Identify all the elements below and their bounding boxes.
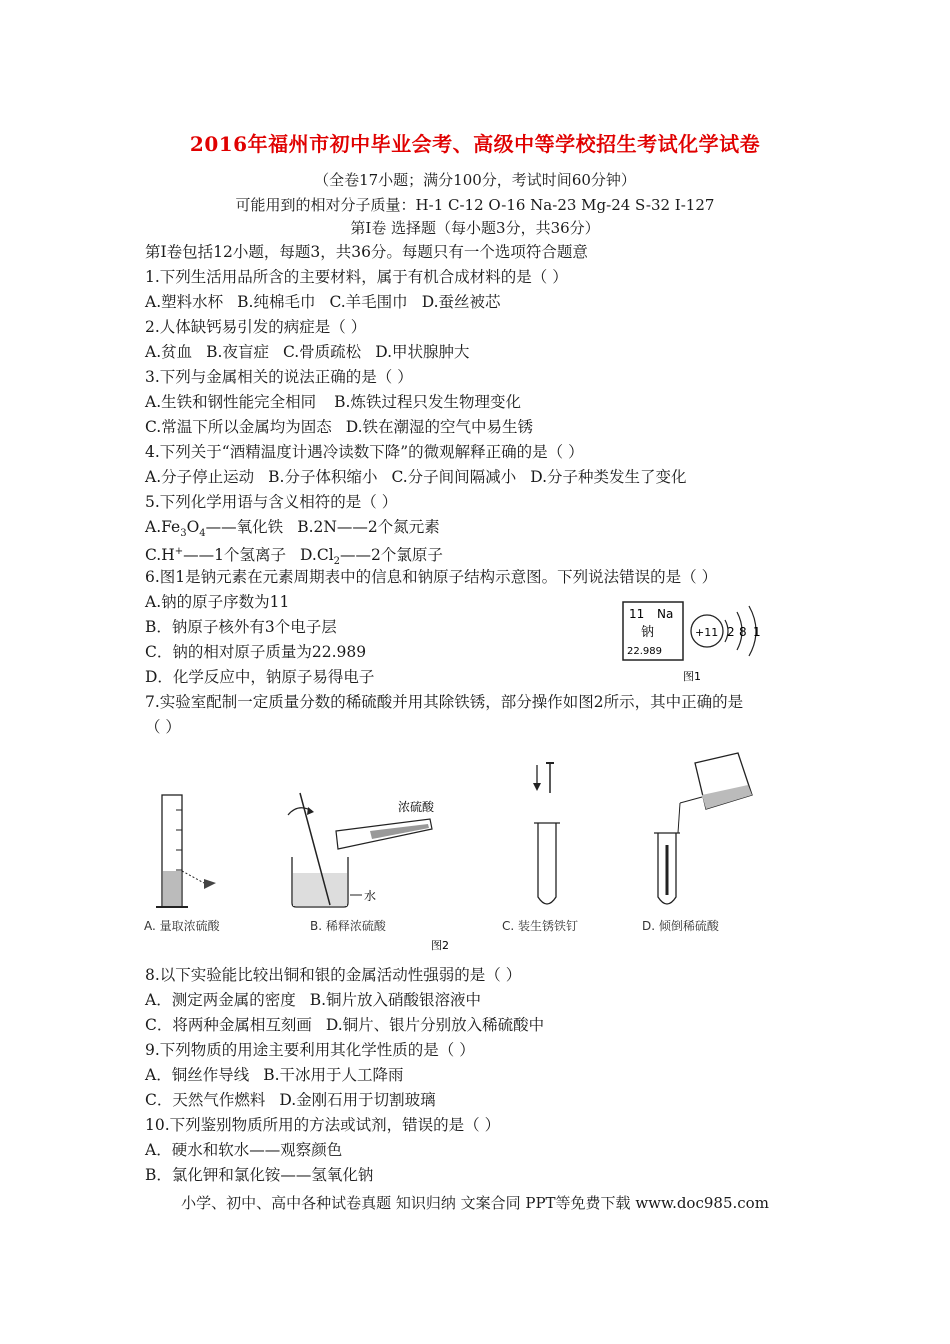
formula-text: C.H: [145, 546, 175, 565]
option[interactable]: D.铁在潮湿的空气中易生锈: [345, 418, 534, 436]
question-8-options-ab: [145, 990, 495, 1010]
option[interactable]: C.分子间间隔减小: [391, 468, 517, 486]
label-water: 水: [364, 889, 377, 903]
question-1-options: [145, 292, 515, 312]
atomic-mass: 22.989: [627, 646, 662, 657]
question-9-options-cd: [145, 1090, 450, 1110]
option[interactable]: [145, 517, 283, 544]
element-name: 钠: [641, 625, 655, 640]
question-9-stem: 9.下列物质的用途主要利用其化学性质的是（ ）: [145, 1041, 475, 1059]
option[interactable]: A.贫血: [145, 343, 193, 361]
question-3-stem: 3.下列与金属相关的说法正确的是（ ）: [145, 368, 413, 386]
option[interactable]: C.常温下所以金属均为固态: [145, 418, 332, 436]
option[interactable]: B．钠原子核外有3个电子层: [145, 618, 337, 636]
caption-c: C. 装生锈铁钉: [502, 919, 579, 933]
pouring-setup: [654, 753, 752, 904]
question-3-options-ab: [145, 392, 535, 412]
option[interactable]: C．钠的相对原子质量为22.989: [145, 643, 367, 661]
question-2-options: [145, 342, 484, 362]
figure-2-caption: 图2: [431, 939, 449, 952]
shell-electrons-2: 8: [739, 625, 747, 639]
atomic-number: 11: [629, 607, 645, 621]
option[interactable]: C.骨质疏松: [282, 343, 362, 361]
option[interactable]: B.2N——2个氮元素: [297, 518, 440, 536]
question-5-stem: 5.下列化学用语与含义相符的是（ ）: [145, 493, 398, 511]
option[interactable]: D.铜片、银片分别放入稀硫酸中: [325, 1016, 545, 1034]
option[interactable]: D.甲状腺肿大: [375, 343, 470, 361]
option[interactable]: C.羊毛围巾: [329, 293, 408, 311]
option[interactable]: A.分子停止运动: [145, 468, 255, 486]
formula-meaning: ——氧化铁: [205, 518, 284, 536]
figure-1-sodium: [615, 598, 775, 684]
caption-b: B. 稀释浓硫酸: [310, 919, 386, 933]
option[interactable]: A.钠的原子序数为11: [145, 593, 290, 611]
question-7-stem: 7.实验室配制一定质量分数的稀硫酸并用其除铁锈，部分操作如图2所示，其中正确的是: [145, 693, 744, 711]
subscript: 2: [333, 556, 341, 568]
option[interactable]: A.塑料水杯: [145, 293, 224, 311]
page-title: 2016年福州市初中毕业会考、高级中等学校招生考试化学试卷: [189, 132, 761, 156]
question-5-options-ab: [145, 517, 454, 544]
caption-d: D. 倾倒稀硫酸: [642, 919, 719, 933]
option[interactable]: B．氯化钾和氯化铵——氢氧化钠: [145, 1166, 374, 1184]
option[interactable]: D．化学反应中，钠原子易得电子: [145, 668, 375, 686]
question-8-options-cd: [145, 1015, 558, 1035]
question-1-stem: 1.下列生活用品所含的主要材料，属于有机合成材料的是（ ）: [145, 268, 568, 286]
option[interactable]: B.干冰用于人工降雨: [263, 1066, 404, 1084]
formula-text: D.Cl: [300, 546, 334, 565]
question-8-stem: 8.以下实验能比较出铜和银的金属活动性强弱的是（ ）: [145, 966, 522, 984]
question-4-options: [145, 467, 701, 487]
shell-electrons-3: 1: [753, 625, 761, 639]
question-9-options-ab: [145, 1065, 418, 1085]
page-footer: 小学、初中、高中各种试卷真题 知识归纳 文案合同 PPT等免费下载 www.doc985.com: [181, 1194, 769, 1212]
section-intro: 第Ⅰ卷包括12小题，每题3，共36分。每题只有一个选项符合题意: [145, 243, 588, 261]
option[interactable]: B.铜片放入硝酸银溶液中: [309, 991, 482, 1009]
section-heading: 第Ⅰ卷 选择题（每小题3分，共36分）: [350, 219, 600, 237]
figure-1-caption: 图1: [683, 670, 701, 683]
question-2-stem: 2.人体缺钙易引发的病症是（ ）: [145, 318, 367, 336]
figure-2-operations: [140, 745, 810, 955]
option[interactable]: B.分子体积缩小: [268, 468, 378, 486]
formula-meaning: ——2个氯原子: [340, 546, 443, 565]
formula-meaning: ——1个氢离子: [183, 546, 287, 565]
option[interactable]: C．将两种金属相互刻画: [145, 1016, 312, 1034]
caption-a: A. 量取浓硫酸: [144, 919, 220, 933]
eye-icon: [204, 879, 216, 889]
question-3-options-cd: [145, 417, 547, 437]
option[interactable]: B.炼铁过程只发生物理变化: [334, 393, 521, 411]
option[interactable]: D.金刚石用于切割玻璃: [279, 1091, 436, 1109]
label-acid: 浓硫酸: [398, 800, 435, 814]
test-tube-nail: [533, 763, 560, 904]
element-symbol: Na: [657, 607, 674, 621]
nucleus-charge: +11: [695, 626, 719, 639]
option[interactable]: D.蚕丝被芯: [421, 293, 501, 311]
question-10-stem: 10.下列鉴别物质所用的方法或试剂，错误的是（ ）: [145, 1116, 501, 1134]
atomic-masses: 可能用到的相对分子质量：H-1 C-12 O-16 Na-23 Mg-24 S-32 I-127: [235, 196, 715, 214]
graduated-cylinder: [156, 795, 216, 907]
exam-info: （全卷17小题；满分100分，考试时间60分钟）: [314, 171, 636, 189]
option[interactable]: A．铜丝作导线: [145, 1066, 250, 1084]
subscript: 4: [199, 528, 206, 540]
option[interactable]: C．天然气作燃料: [145, 1091, 266, 1109]
subscript: 3: [180, 528, 187, 540]
option[interactable]: A.生铁和钢性能完全相同: [145, 393, 317, 411]
option[interactable]: B.夜盲症: [206, 343, 269, 361]
option[interactable]: A．硬水和软水——观察颜色: [145, 1141, 343, 1159]
option[interactable]: [145, 542, 286, 565]
option[interactable]: D.分子种类发生了变化: [530, 468, 687, 486]
superscript: +: [174, 546, 184, 557]
shell-electrons-1: 2: [727, 625, 735, 639]
option[interactable]: B.纯棉毛巾: [237, 293, 316, 311]
question-7-stem-paren: （ ）: [145, 718, 181, 736]
question-6-stem: 6.图1是钠元素在元素周期表中的信息和钠原子结构示意图。下列说法错误的是（ ）: [145, 568, 718, 586]
beaker-dilution: [288, 793, 435, 907]
formula-text: O: [186, 518, 200, 536]
question-4-stem: 4.下列关于“酒精温度计遇冷读数下降”的微观解释正确的是（ ）: [145, 443, 584, 461]
formula-text: A.Fe: [145, 518, 181, 536]
option[interactable]: A．测定两金属的密度: [145, 991, 296, 1009]
